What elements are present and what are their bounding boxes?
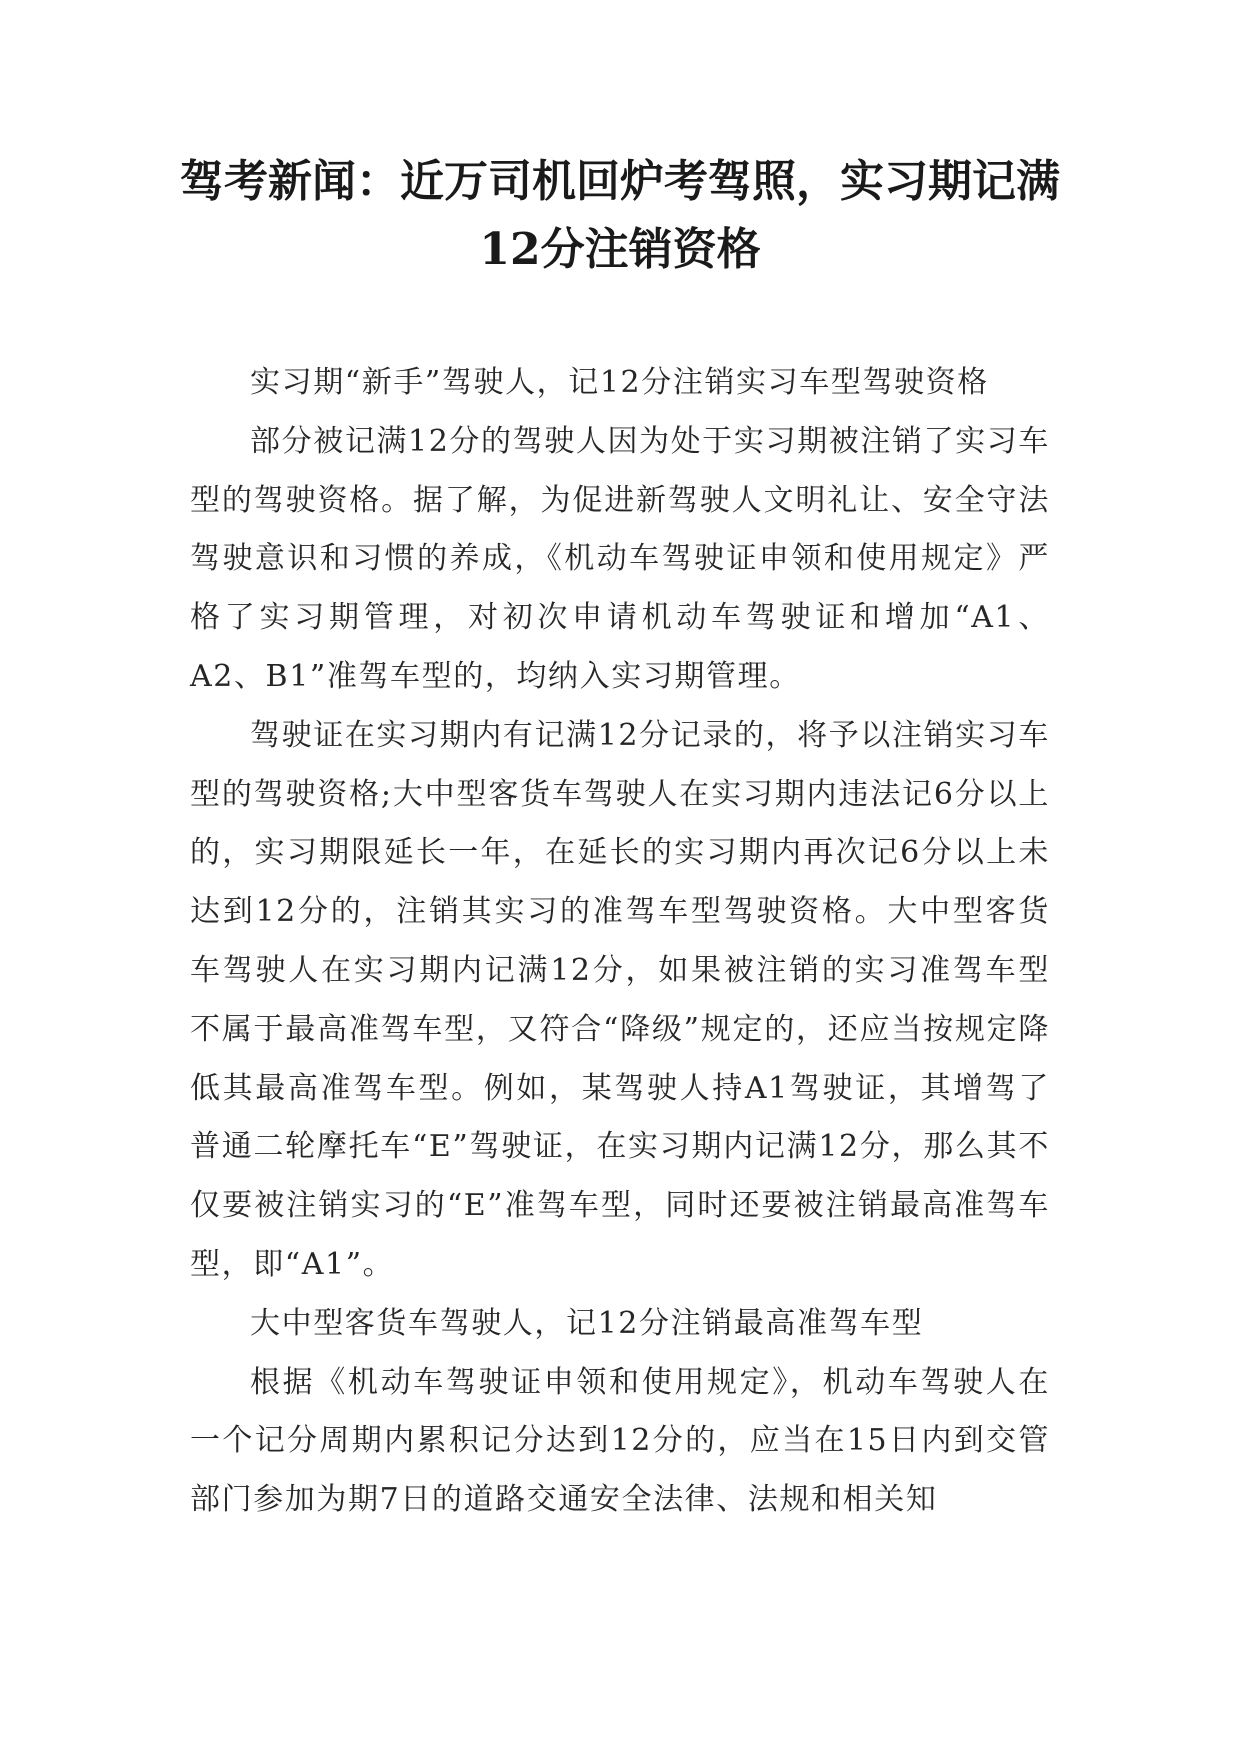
paragraph-3: 根据《机动车驾驶证申领和使用规定》，机动车驾驶人在一个记分周期内累积记分达到12分的，应当在15日内到交管部门参加为期7日的道路交通安全法律、法规和相关知: [190, 1364, 1050, 1518]
paragraph-subheading-1: 实习期“新手”驾驶人，记12分注销实习车型驾驶资格: [250, 365, 989, 400]
document-title: 驾考新闻：近万司机回炉考驾照，实习期记满12分注销资格: [180, 156, 1060, 275]
paragraph-1: 部分被记满12分的驾驶人因为处于实习期被注销了实习车型的驾驶资格。据了解，为促进新驾驶人文明礼让、安全守法驾驶意识和习惯的养成，《机动车驾驶证申领和使用规定》严格了实习期管理，对初次申请机动车驾驶证和增加“A1、A2、B1”准驾车型的，均纳入实习期管理。: [190, 423, 1050, 694]
paragraph-2: 驾驶证在实习期内有记满12分记录的，将予以注销实习车型的驾驶资格;大中型客货车驾驶人在实习期内违法记6分以上的，实习期限延长一年，在延长的实习期内再次记6分以上未达到12分的，注销其实习的准驾车型驾驶资格。大中型客货车驾驶人在实习期内记满12分，如果被注销的实习准驾车型不属于最高准驾车型，又符合“降级”规定的，还应当按规定降低其最高准驾车型。例如，某驾驶人持A1驾驶证，其增驾了普通二轮摩托车“E”驾驶证，在实习期内记满12分，那么其不仅要被注销实习的“E”准驾车型，同时还要被注销最高准驾车型，即“A1”。: [190, 717, 1050, 1282]
paragraph-subheading-2: 大中型客货车驾驶人，记12分注销最高准驾车型: [250, 1305, 924, 1341]
document-body: [190, 354, 1050, 1530]
